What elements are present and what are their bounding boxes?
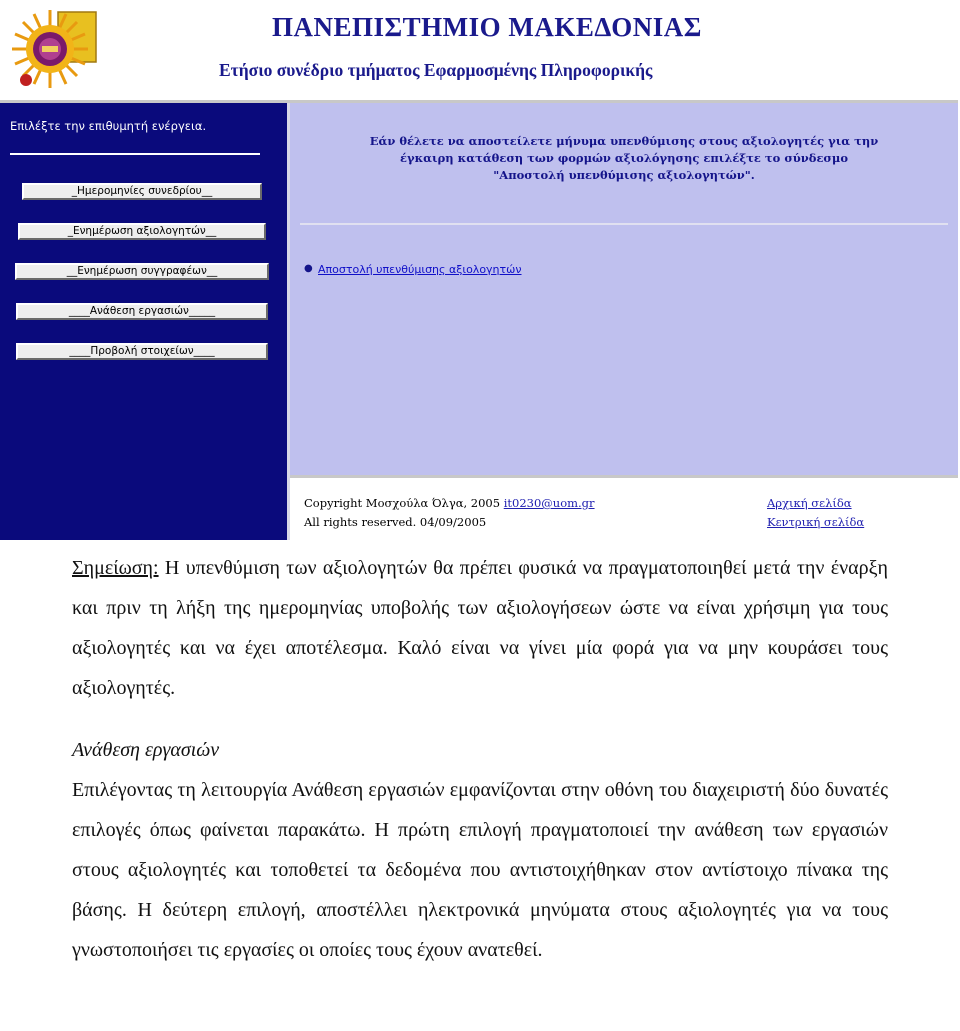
notice-line: Εάν θέλετε να αποστείλετε μήνυμα υπενθύμισης στους αξιολογητές για την: [369, 134, 879, 148]
note-text: Η υπενθύμιση των αξιολογητών θα πρέπει φυσικά να πραγματοποιηθεί μετά την έναρξη και πριν τη λήξη της ημερομηνίας υποβολής των αξιολογήσεων ώστε να είναι χρήσιμη για τους αξιολογητές και να έχει αποτέλεσμα. Καλό είναι να γίνει μία φορά για να μην κουράσει τους αξιολογητές.: [72, 557, 888, 699]
note-paragraph: [72, 548, 888, 708]
document-body: [72, 548, 888, 970]
author-email-link[interactable]: it0230@uom.gr: [503, 496, 595, 510]
central-page-link[interactable]: Κεντρική σελίδα: [767, 515, 865, 529]
site-header: [0, 0, 958, 100]
conference-subtitle: Ετήσιο συνέδριο τμήματος Εφαρμοσμένης Πληροφορικής: [219, 60, 653, 80]
notice-line: "Αποστολή υπενθύμισης αξιολογητών".: [493, 168, 755, 182]
note-label: Σημείωση:: [72, 557, 159, 579]
site-footer: [290, 475, 958, 540]
university-logo-icon: [10, 6, 102, 96]
sidebar-heading: Επιλέξτε την επιθυμητή ενέργεια.: [10, 119, 207, 133]
bullet-icon: ●: [304, 263, 313, 274]
author-notification-button[interactable]: __Ενημέρωση συγγραφέων__: [15, 263, 269, 280]
notice-line: έγκαιρη κατάθεση των φορμών αξιολόγησης επιλέξτε το σύνδεσμο: [399, 151, 848, 165]
view-details-button[interactable]: ____Προβολή στοιχείων____: [16, 343, 268, 360]
university-title: ΠΑΝΕΠΙΣΤΗΜΙΟ ΜΑΚΕΔΟΝΙΑΣ: [272, 12, 702, 42]
sidebar-divider: [10, 153, 260, 155]
rights-text: All rights reserved. 04/09/2005: [304, 515, 487, 529]
copyright-text: Copyright Μοσχούλα Όλγα, 2005: [304, 496, 501, 510]
list-item: [304, 263, 522, 276]
section-heading: Ανάθεση εργασιών: [72, 739, 220, 761]
sidebar: [0, 103, 290, 540]
paper-assignment-button[interactable]: ____Ανάθεση εργασιών_____: [16, 303, 268, 320]
content-divider: [300, 223, 948, 225]
conference-dates-button[interactable]: _Ημερομηνίες συνεδρίου__: [22, 183, 262, 200]
home-page-link[interactable]: Αρχική σελίδα: [767, 496, 852, 510]
section-paragraph: Επιλέγοντας τη λειτουργία Ανάθεση εργασιών εμφανίζονται στην οθόνη του διαχειριστή δύο δυνατές επιλογές όπως φαίνεται παρακάτω. Η πρώτη επιλογή πραγματοποιεί την ανάθεση των εργασιών στους αξιολογητές και τοποθετεί τα δεδομένα που αντιστοιχήθηκαν στον αντίστοιχο πίνακα της βάσης. Η δεύτερη επιλογή, αποστέλλει ηλεκτρονικά μηνύματα στους αξιολογητές για να τους γνωστοποιήσει τις εργασίες οι οποίες τους έχουν ανατεθεί.: [72, 779, 888, 961]
reminder-notice: [290, 133, 958, 184]
send-reviewer-reminder-link[interactable]: Αποστολή υπενθύμισης αξιολογητών: [318, 263, 522, 276]
copyright-line: [304, 496, 595, 510]
reviewer-notification-button[interactable]: _Ενημέρωση αξιολογητών__: [18, 223, 266, 240]
main-content: [290, 103, 958, 475]
